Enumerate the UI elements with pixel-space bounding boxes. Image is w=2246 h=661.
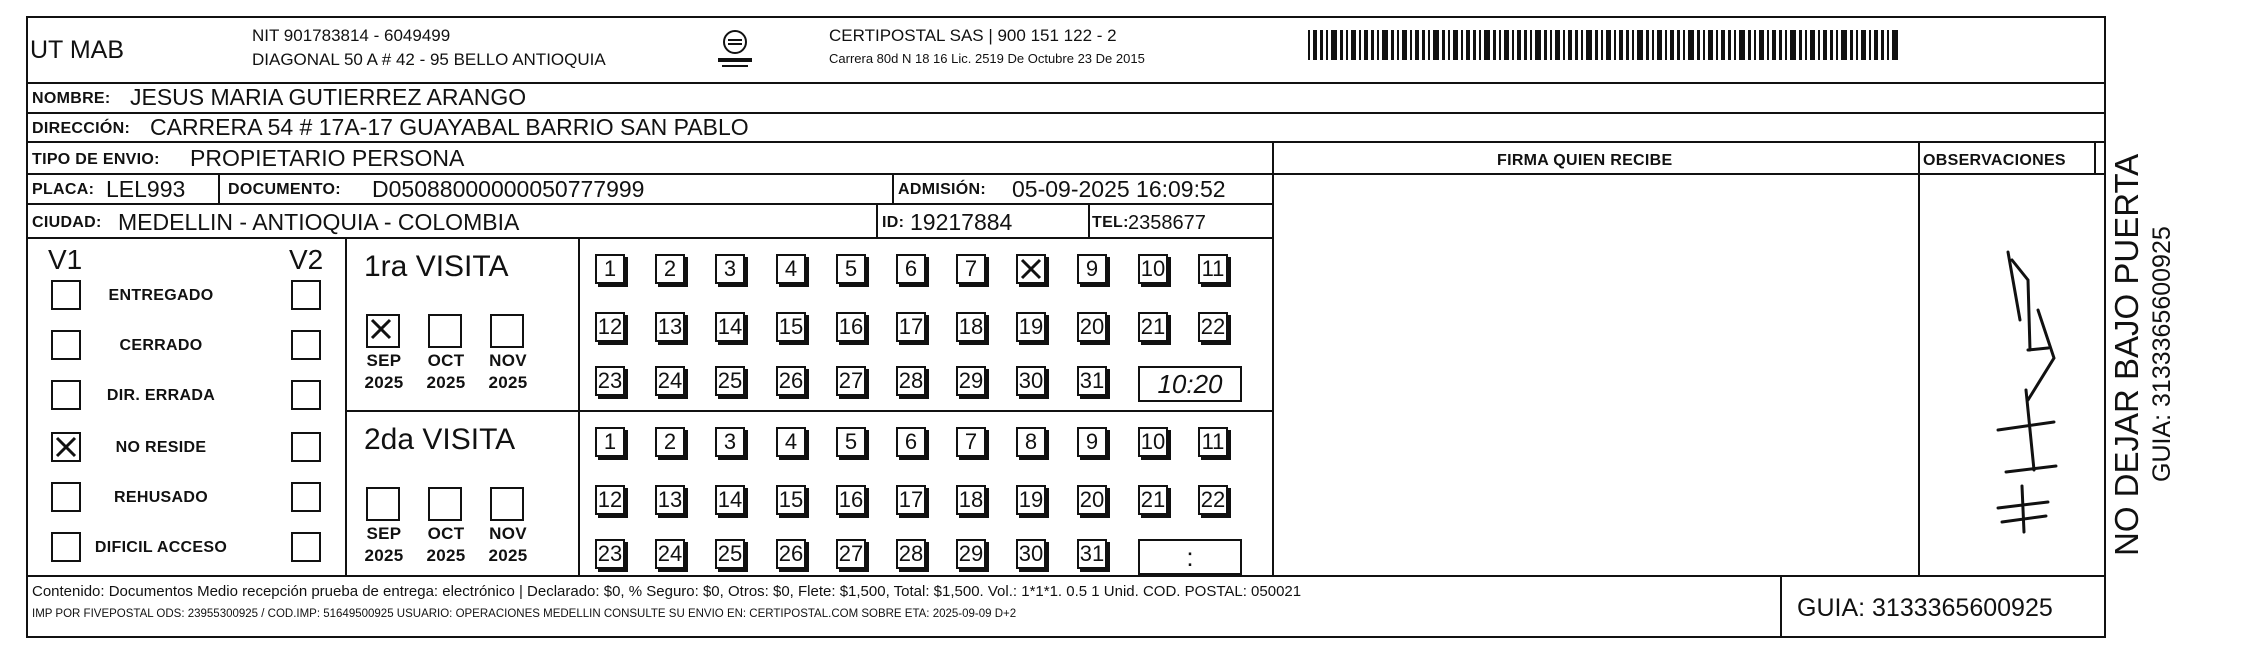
sender-address: DIAGONAL 50 A # 42 - 95 BELLO ANTIOQUIA	[252, 50, 606, 69]
barcode-bar	[1410, 30, 1412, 60]
status-label: NO RESIDE	[115, 439, 207, 456]
barcode-bar	[1453, 30, 1458, 60]
tipo-envio-value: PROPIETARIO PERSONA	[190, 145, 465, 171]
observaciones-header: OBSERVACIONES	[1923, 152, 2066, 169]
barcode-bar	[1575, 30, 1578, 60]
status-label: CERRADO	[119, 337, 203, 354]
barcode-bar	[1504, 30, 1509, 60]
visit-day-box[interactable]: 18	[956, 485, 986, 515]
barcode	[1308, 26, 1896, 66]
visit-day-box[interactable]: 31	[1077, 366, 1107, 396]
visit-day-box[interactable]: 14	[715, 312, 745, 342]
barcode-bar	[1850, 30, 1853, 60]
barcode-bar	[1308, 30, 1310, 60]
visit-year-label: 2025	[488, 373, 528, 392]
visit-day-box[interactable]: 2	[655, 254, 685, 284]
barcode-bar	[1331, 30, 1337, 60]
placa-value: LEL993	[106, 176, 186, 202]
visit-day-box[interactable]: 12	[595, 312, 625, 342]
barcode-bar	[1484, 30, 1490, 60]
barcode-bar	[1697, 30, 1700, 60]
visit-day-box[interactable]: 16	[836, 312, 866, 342]
visit-day-box[interactable]: 21	[1138, 312, 1168, 342]
visit-day-box[interactable]: 6	[896, 254, 926, 284]
visit-day-box[interactable]: 19	[1016, 312, 1046, 342]
visit-day-box[interactable]: 2	[655, 427, 685, 457]
barcode-bar	[1779, 30, 1782, 60]
sender-nit: NIT 901783814 - 6049499	[252, 26, 451, 45]
barcode-bar	[1524, 30, 1527, 60]
documento-label: DOCUMENTO:	[228, 181, 341, 198]
tel-label: TEL:	[1092, 214, 1129, 231]
v2-checkbox[interactable]	[291, 280, 321, 310]
barcode-bar	[1734, 30, 1736, 60]
barcode-bar	[1887, 30, 1889, 60]
barcode-bar	[1473, 30, 1476, 60]
visit-day-box[interactable]: 7	[956, 254, 986, 284]
visit-day-box[interactable]: 3	[715, 254, 745, 284]
guia-footer: GUIA: 3133365600925	[1797, 594, 2053, 622]
visit-month-label: NOV	[489, 524, 527, 543]
visit-day-box[interactable]: 25	[715, 539, 745, 569]
visit-month-checkbox[interactable]	[490, 314, 524, 348]
barcode-bar	[1550, 30, 1552, 60]
v2-checkbox[interactable]	[291, 380, 321, 410]
barcode-bar	[1428, 30, 1430, 60]
barcode-bar	[1830, 30, 1833, 60]
visit-day-box[interactable]: 13	[655, 485, 685, 515]
visit-year-label: 2025	[426, 546, 466, 565]
visit-day-box[interactable]: 23	[595, 539, 625, 569]
barcode-bar	[1772, 30, 1776, 60]
barcode-bar	[1313, 30, 1317, 60]
barcode-bar	[1739, 30, 1745, 60]
barcode-bar	[1377, 30, 1379, 60]
barcode-bar	[1391, 30, 1394, 60]
tipo-envio-label: TIPO DE ENVIO:	[32, 151, 160, 168]
barcode-bar	[1493, 30, 1496, 60]
barcode-bar	[1790, 30, 1796, 60]
barcode-bar	[1619, 30, 1623, 60]
admision-value: 05-09-2025 16:09:52	[1012, 176, 1226, 202]
visit-title: 1ra VISITA	[364, 250, 509, 283]
barcode-bar	[1861, 30, 1866, 60]
barcode-bar	[1874, 30, 1878, 60]
barcode-bar	[1351, 30, 1356, 60]
visit-day-box[interactable]: 15	[776, 312, 806, 342]
barcode-bar	[1568, 30, 1572, 60]
barcode-bar	[1767, 30, 1769, 60]
sender-name: UT MAB	[30, 36, 124, 64]
visit-month-checkbox[interactable]	[428, 487, 462, 521]
barcode-bar	[1346, 30, 1348, 60]
v2-checkbox[interactable]	[291, 482, 321, 512]
visit-day-box[interactable]: 12	[595, 485, 625, 515]
status-label: DIR. ERRADA	[106, 387, 216, 404]
visit-day-box[interactable]: 26	[776, 366, 806, 396]
barcode-bar	[1703, 30, 1705, 60]
visit-day-box[interactable]: 6	[896, 427, 926, 457]
visit-month-label: NOV	[489, 351, 527, 370]
barcode-bar	[1708, 30, 1713, 60]
barcode-bar	[1799, 30, 1802, 60]
visit-year-label: 2025	[426, 373, 466, 392]
visit-day-box[interactable]: 9	[1077, 427, 1107, 457]
visit-month-checkbox[interactable]	[366, 487, 400, 521]
carrier-line2: Carrera 80d N 18 16 Lic. 2519 De Octubre 23 De 2015	[829, 51, 1145, 66]
barcode-bar	[1716, 30, 1718, 60]
visit-month-label: OCT	[427, 524, 465, 543]
barcode-bar	[1479, 30, 1481, 60]
visit-day-box[interactable]: 13	[655, 312, 685, 342]
barcode-bar	[1448, 30, 1450, 60]
barcode-bar	[1652, 30, 1654, 60]
visit-year-label: 2025	[364, 373, 404, 392]
certipostal-logo	[712, 26, 758, 72]
barcode-bar	[1614, 30, 1616, 60]
visit-day-box[interactable]: 20	[1077, 485, 1107, 515]
footer-contents: Contenido: Documentos Medio recepción prueba de entrega: electrónico | Declarado: $0, % Seguro: $0, Otros: $0, Flete: $1,500, Total: $1,500. Vol.: 1*1*1. 0.5 1 Unid. COD. POSTAL: 050021	[32, 583, 1302, 600]
visit-day-box[interactable]: 11	[1198, 254, 1228, 284]
visit-day-box[interactable]	[1016, 254, 1046, 284]
id-value: 19217884	[910, 209, 1013, 235]
visit-month-label: SEP	[366, 351, 402, 370]
visit-day-box[interactable]: 1	[595, 427, 625, 457]
barcode-bar	[1544, 30, 1547, 60]
guia-vertical: GUIA: 3133365600925	[2148, 226, 2176, 482]
barcode-bar	[1586, 30, 1592, 60]
barcode-bar	[1670, 30, 1674, 60]
barcode-bar	[1688, 30, 1694, 60]
placa-label: PLACA:	[32, 181, 95, 198]
visit-day-box[interactable]: 22	[1198, 312, 1228, 342]
barcode-bar	[1748, 30, 1751, 60]
barcode-bar	[1326, 30, 1328, 60]
barcode-bar	[1683, 30, 1685, 60]
barcode-bar	[1555, 30, 1560, 60]
visit-day-box[interactable]: 11	[1198, 427, 1228, 457]
barcode-bar	[1818, 30, 1820, 60]
visit-time-box[interactable]: 10:20	[1138, 366, 1242, 402]
barcode-bar	[1442, 30, 1445, 60]
visit-day-box[interactable]: 29	[956, 539, 986, 569]
barcode-bar	[1606, 30, 1611, 60]
v2-checkbox[interactable]	[291, 532, 321, 562]
visit-day-box[interactable]: 17	[896, 312, 926, 342]
visit-day-box[interactable]: 22	[1198, 485, 1228, 515]
barcode-bar	[1665, 30, 1667, 60]
nombre-label: NOMBRE:	[32, 90, 111, 107]
visit-day-box[interactable]: 19	[1016, 485, 1046, 515]
barcode-bar	[1530, 30, 1532, 60]
barcode-bar	[1461, 30, 1463, 60]
barcode-bar	[1512, 30, 1514, 60]
barcode-bar	[1785, 30, 1787, 60]
barcode-bar	[1881, 30, 1884, 60]
ciudad-value: MEDELLIN - ANTIOQUIA - COLOMBIA	[118, 209, 520, 235]
v2-checkbox[interactable]	[291, 432, 321, 462]
visit-day-box[interactable]: 9	[1077, 254, 1107, 284]
status-label: ENTREGADO	[108, 287, 214, 304]
barcode-bar	[1841, 30, 1847, 60]
barcode-bar	[1364, 30, 1368, 60]
visit-day-box[interactable]: 7	[956, 427, 986, 457]
visit-day-box[interactable]: 3	[715, 427, 745, 457]
barcode-bar	[1626, 30, 1629, 60]
visit-day-box[interactable]: 4	[776, 254, 806, 284]
barcode-bar	[1535, 30, 1541, 60]
barcode-bar	[1646, 30, 1649, 60]
visit-day-box[interactable]: 31	[1077, 539, 1107, 569]
visit-month-checkbox[interactable]	[428, 314, 462, 348]
barcode-bar	[1359, 30, 1361, 60]
visit-day-box[interactable]: 14	[715, 485, 745, 515]
visit-day-box[interactable]: 10	[1138, 427, 1168, 457]
visit-month-checkbox[interactable]	[490, 487, 524, 521]
barcode-bar	[1415, 30, 1419, 60]
barcode-bar	[1595, 30, 1598, 60]
barcode-bar	[1433, 30, 1439, 60]
visit-day-box[interactable]: 28	[896, 366, 926, 396]
barcode-bar	[1754, 30, 1756, 60]
barcode-bar	[1499, 30, 1501, 60]
visit-year-label: 2025	[488, 546, 528, 565]
visit-year-label: 2025	[364, 546, 404, 565]
status-label: REHUSADO	[114, 489, 208, 506]
barcode-bar	[1632, 30, 1634, 60]
barcode-bar	[1563, 30, 1565, 60]
visit-month-checkbox[interactable]	[366, 314, 400, 348]
visit-day-box[interactable]: 25	[715, 366, 745, 396]
barcode-bar	[1836, 30, 1838, 60]
visit-day-box[interactable]: 16	[836, 485, 866, 515]
barcode-bar	[1320, 30, 1323, 60]
visit-title: 2da VISITA	[364, 423, 516, 456]
handwritten-signature	[1968, 240, 2078, 540]
visit-day-box[interactable]: 8	[1016, 427, 1046, 457]
visit-day-box[interactable]: 4	[776, 427, 806, 457]
barcode-bar	[1637, 30, 1643, 60]
visit-day-box[interactable]: 20	[1077, 312, 1107, 342]
documento-value: D05088000000050777999	[372, 176, 645, 202]
visit-day-box[interactable]: 1	[595, 254, 625, 284]
barcode-bar	[1382, 30, 1388, 60]
visit-day-box[interactable]: 18	[956, 312, 986, 342]
recipient-address: CARRERA 54 # 17A-17 GUAYABAL BARRIO SAN PABLO	[150, 114, 749, 140]
barcode-bar	[1581, 30, 1583, 60]
barcode-bar	[1823, 30, 1827, 60]
barcode-bar	[1810, 30, 1815, 60]
barcode-bar	[1869, 30, 1871, 60]
visit-day-box[interactable]: 15	[776, 485, 806, 515]
visit-day-box[interactable]: 5	[836, 427, 866, 457]
visit-month-label: OCT	[427, 351, 465, 370]
no-dejar-bajo-puerta: NO DEJAR BAJO PUERTA	[2108, 153, 2145, 556]
visit-day-box[interactable]: 5	[836, 254, 866, 284]
visit-day-box[interactable]: 30	[1016, 366, 1046, 396]
ciudad-label: CIUDAD:	[32, 214, 102, 231]
barcode-bar	[1721, 30, 1725, 60]
barcode-bar	[1601, 30, 1603, 60]
visit-day-box[interactable]: 10	[1138, 254, 1168, 284]
barcode-bar	[1517, 30, 1521, 60]
visit-day-box[interactable]: 17	[896, 485, 926, 515]
id-label: ID:	[882, 214, 905, 231]
barcode-bar	[1371, 30, 1374, 60]
barcode-bar	[1677, 30, 1680, 60]
visit-day-box[interactable]: 30	[1016, 539, 1046, 569]
carrier-line1: CERTIPOSTAL SAS | 900 151 122 - 2	[829, 26, 1117, 45]
visit-day-box[interactable]: 29	[956, 366, 986, 396]
barcode-bar	[1728, 30, 1731, 60]
barcode-bar	[1856, 30, 1858, 60]
status-label: DIFICIL ACCESO	[94, 539, 228, 556]
recipient-name: JESUS MARIA GUTIERREZ ARANGO	[130, 84, 527, 110]
visit-day-box[interactable]: 21	[1138, 485, 1168, 515]
visit-day-box[interactable]: 24	[655, 366, 685, 396]
barcode-bar	[1759, 30, 1764, 60]
barcode-bar	[1422, 30, 1425, 60]
barcode-bar	[1340, 30, 1343, 60]
v2-checkbox[interactable]	[291, 330, 321, 360]
direccion-label: DIRECCIÓN:	[32, 120, 131, 137]
barcode-bar	[1805, 30, 1807, 60]
barcode-bar	[1657, 30, 1662, 60]
visit-day-box[interactable]: 27	[836, 366, 866, 396]
firma-header: FIRMA QUIEN RECIBE	[1497, 152, 1673, 169]
visit-day-box[interactable]: 28	[896, 539, 926, 569]
barcode-bar	[1466, 30, 1470, 60]
v1-label: V1	[48, 244, 83, 275]
barcode-bar	[1892, 30, 1898, 60]
visit-month-label: SEP	[366, 524, 402, 543]
barcode-bar	[1402, 30, 1407, 60]
v2-label: V2	[289, 244, 324, 275]
admision-label: ADMISIÓN:	[898, 181, 987, 198]
visit-day-box[interactable]: 23	[595, 366, 625, 396]
footer-print-info: IMP POR FIVEPOSTAL ODS: 23955300925 / COD.IMP: 51649500925 USUARIO: OPERACIONES MEDELLIN CONSULTE SU ENVIO EN: CERTIPOSTAL.COM SOBRE ETA: 2025-09-09 D+2	[32, 608, 1017, 620]
barcode-bar	[1397, 30, 1399, 60]
tel-value: 2358677	[1128, 212, 1206, 234]
visit-day-box[interactable]: 24	[655, 539, 685, 569]
visit-day-box[interactable]: 26	[776, 539, 806, 569]
visit-time-box[interactable]: :	[1138, 539, 1242, 575]
visit-day-box[interactable]: 27	[836, 539, 866, 569]
